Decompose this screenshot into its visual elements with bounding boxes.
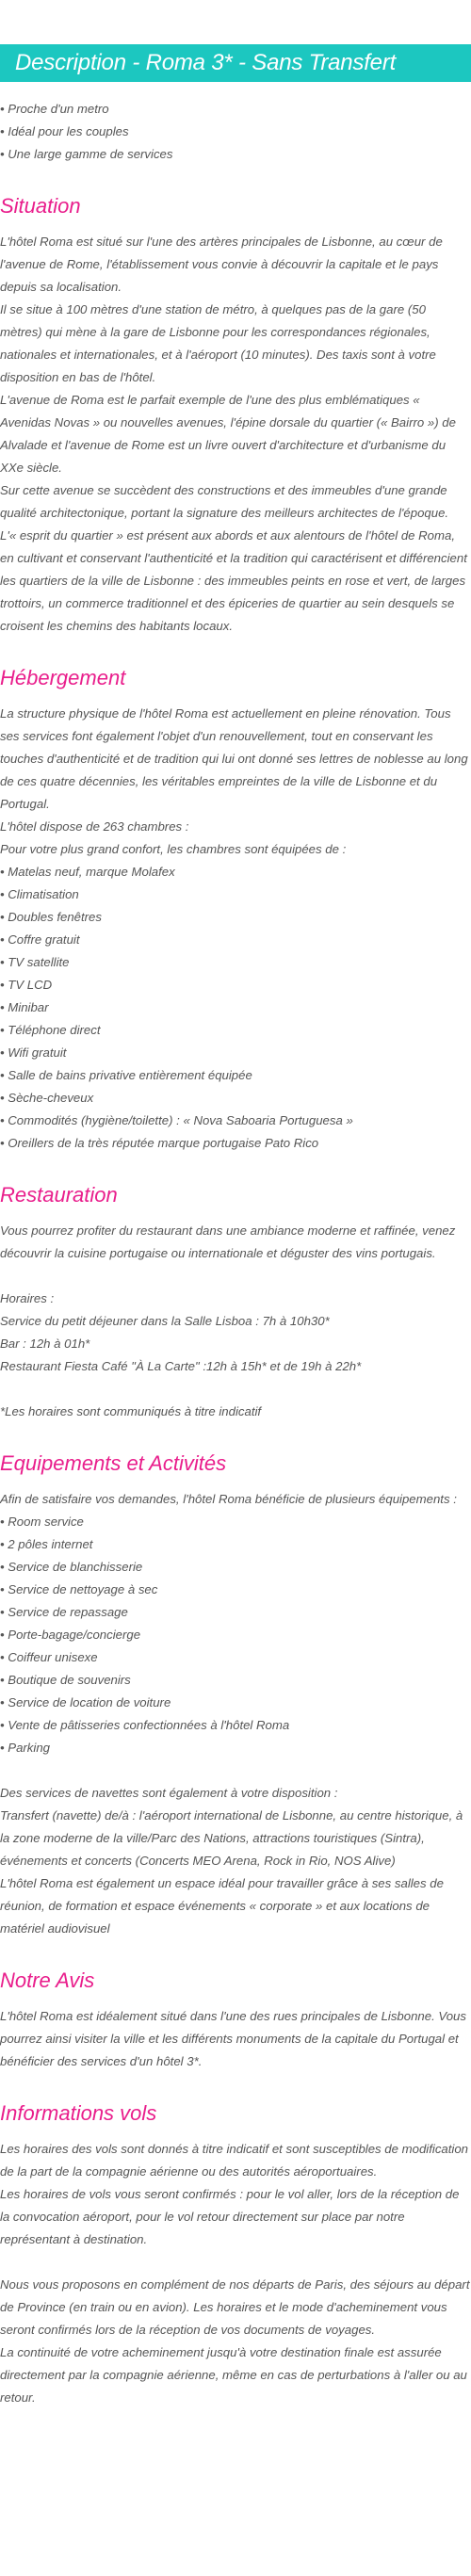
vols-paragraph: Nous vous proposons en complément de nos départs de Paris, des séjours au départ de Province (en train ou en avion). Les horaires et le mode d'acheminement vous seront confirmés lors de la réception de vos documents de voyages.: [0, 2277, 470, 2337]
room-equipment-item: • Salle de bains privative entièrement équipée: [0, 1064, 471, 1087]
room-equipment-list: [0, 861, 471, 1155]
hotel-equipment-list: [0, 1511, 471, 1759]
hebergement-paragraph: Pour votre plus grand confort, les chambres sont équipées de :: [0, 842, 347, 856]
room-equipment-item: • Minibar: [0, 996, 471, 1019]
highlight-item: • Une large gamme de services: [0, 143, 471, 166]
hotel-equipment-item: • Service de blanchisserie: [0, 1556, 471, 1579]
situation-paragraph: Sur cette avenue se succèdent des constructions et des immeubles d'une grande qualité architectonique, portant la signature des meilleurs architectes de l'époque.: [0, 483, 449, 520]
hotel-equipment-item: • Service de repassage: [0, 1601, 471, 1624]
room-equipment-item: • Doubles fenêtres: [0, 906, 471, 929]
hebergement-paragraph: L'hôtel dispose de 263 chambres :: [0, 819, 189, 834]
hebergement-body: [0, 703, 471, 1155]
hotel-equipment-item: • Service de nettoyage à sec: [0, 1579, 471, 1601]
equipements-intro: Afin de satisfaire vos demandes, l'hôtel Roma bénéficie de plusieurs équipements :: [0, 1492, 457, 1506]
vols-paragraph: Les horaires des vols sont donnés à titre indicatif et sont susceptibles de modification de la part de la compagnie aérienne ou des autorités aéroportuaires.: [0, 2142, 469, 2179]
section-title-avis: Notre Avis: [0, 1968, 95, 1992]
room-equipment-item: • Téléphone direct: [0, 1019, 471, 1042]
highlight-item: • Idéal pour les couples: [0, 121, 471, 143]
situation-body: [0, 231, 471, 638]
description-content: [0, 98, 471, 2409]
highlights-list: [0, 98, 471, 166]
hotel-equipment-item: • 2 pôles internet: [0, 1533, 471, 1556]
hebergement-paragraph: La structure physique de l'hôtel Roma est actuellement en pleine rénovation. Tous ses services font également l'objet d'un renouvellement, tout en conservant les touches d'authenticité et de tradition qui lui ont donné ses lettres de noblesse au long de ces quatre décennies, les véritables empreintes de la ville de Lisbonne et du Portugal.: [0, 706, 468, 811]
hotel-equipment-item: • Vente de pâtisseries confectionnées à l'hôtel Roma: [0, 1714, 471, 1737]
situation-paragraph: L'avenue de Roma est le parfait exemple de l'une des plus emblématiques « Avenidas Novas » ou nouvelles avenues, l'épine dorsale du quartier (« Bairro ») de Alvalade et l'avenue de Rome est un livre ouvert d'architecture et d'urbanisme du XXe siècle.: [0, 393, 456, 475]
hours-item: Service du petit déjeuner dans la Salle Lisboa : 7h à 10h30*: [0, 1314, 330, 1328]
equipements-paragraph: Transfert (navette) de/à : l'aéroport international de Lisbonne, au centre historique, à la zone moderne de la ville/Parc des Nations, attractions touristiques (Sintra), événements et concerts (Concerts MEO Arena, Rock in Rio, NOS Alive): [0, 1808, 463, 1868]
room-equipment-item: • Sèche-cheveux: [0, 1087, 471, 1110]
section-title-situation: Situation: [0, 194, 81, 218]
room-equipment-item: • Wifi gratuit: [0, 1042, 471, 1064]
hours-item: Restaurant Fiesta Café "À La Carte" :12h à 15h* et de 19h à 22h*: [0, 1359, 362, 1373]
vols-paragraph: La continuité de votre acheminement jusqu'à votre destination finale est assurée directement par la compagnie aérienne, même en cas de perturbations à l'aller ou au retour.: [0, 2345, 467, 2405]
situation-paragraph: L'« esprit du quartier » est présent aux abords et aux alentours de l'hôtel de Roma, en cultivant et conservant l'authenticité et la tradition qui caractérisent et différencient les quartiers de la ville de Lisbonne : des immeubles peints en rose et vert, de larges trottoirs, un commerce traditionnel et des épiceries de quartier au sein desquels se croisent les chemins des habitants locaux.: [0, 528, 467, 633]
situation-paragraph: Il se situe à 100 mètres d'une station de métro, à quelques pas de la gare (50 mètres) qui mène à la gare de Lisbonne pour les correspondances régionales, nationales et internationales, et à l'aéroport (10 minutes). Des taxis sont à votre disposition en bas de l'hôtel.: [0, 302, 436, 384]
restauration-intro: Vous pourrez profiter du restaurant dans une ambiance moderne et raffinée, venez découvrir la cuisine portugaise ou internationale et déguster des vins portugais.: [0, 1223, 456, 1260]
room-equipment-item: • Commodités (hygiène/toilette) : « Nova Saboaria Portuguesa »: [0, 1110, 471, 1132]
hours-item: Bar : 12h à 01h*: [0, 1337, 90, 1351]
situation-paragraph: L'hôtel Roma est situé sur l'une des artères principales de Lisbonne, au cœur de l'avenue de Rome, l'établissement vous convie à découvrir la capitale et le pays depuis sa localisation.: [0, 235, 443, 294]
highlight-item: • Proche d'un metro: [0, 98, 471, 121]
room-equipment-item: • Coffre gratuit: [0, 929, 471, 951]
room-equipment-item: • TV LCD: [0, 974, 471, 996]
restauration-body: [0, 1220, 471, 1423]
equipements-body: [0, 1488, 471, 1940]
avis-text: L'hôtel Roma est idéalement situé dans l'une des rues principales de Lisbonne. Vous pourrez ainsi visiter la ville et les différents monuments de la capitale du Portugal et bénéficier des services d'un hôtel 3*.: [0, 2009, 466, 2068]
section-title-vols: Informations vols: [0, 2101, 157, 2125]
hotel-equipment-item: • Boutique de souvenirs: [0, 1669, 471, 1692]
section-title-equipements: Equipements et Activités: [0, 1451, 227, 1475]
room-equipment-item: • Oreillers de la très réputée marque portugaise Pato Rico: [0, 1132, 471, 1155]
equipements-paragraph: L'hôtel Roma est également un espace idéal pour travailler grâce à ses salles de réunion, de formation et espace événements « corporate » et aux locations de matériel audiovisuel: [0, 1876, 444, 1936]
banner-title: Description - Roma 3* - Sans Transfert: [15, 50, 397, 75]
description-banner: [0, 44, 471, 82]
hotel-equipment-item: • Porte-bagage/concierge: [0, 1624, 471, 1646]
hotel-equipment-item: • Coiffeur unisexe: [0, 1646, 471, 1669]
section-title-restauration: Restauration: [0, 1183, 118, 1207]
vols-body: [0, 2138, 471, 2409]
hours-note: *Les horaires sont communiqués à titre indicatif: [0, 1404, 262, 1418]
room-equipment-item: • Climatisation: [0, 883, 471, 906]
hours-label: Horaires :: [0, 1291, 55, 1305]
hotel-equipment-item: • Service de location de voiture: [0, 1692, 471, 1714]
hotel-equipment-item: • Room service: [0, 1511, 471, 1533]
equipements-paragraph: Des services de navettes sont également à votre disposition :: [0, 1786, 338, 1800]
section-title-hebergement: Hébergement: [0, 666, 126, 689]
room-equipment-item: • Matelas neuf, marque Molafex: [0, 861, 471, 883]
hotel-equipment-item: • Parking: [0, 1737, 471, 1759]
vols-paragraph: Les horaires de vols vous seront confirmés : pour le vol aller, lors de la réception de la convocation aéroport, pour le vol retour directement sur place par notre représentant à destination.: [0, 2187, 460, 2246]
room-equipment-item: • TV satellite: [0, 951, 471, 974]
